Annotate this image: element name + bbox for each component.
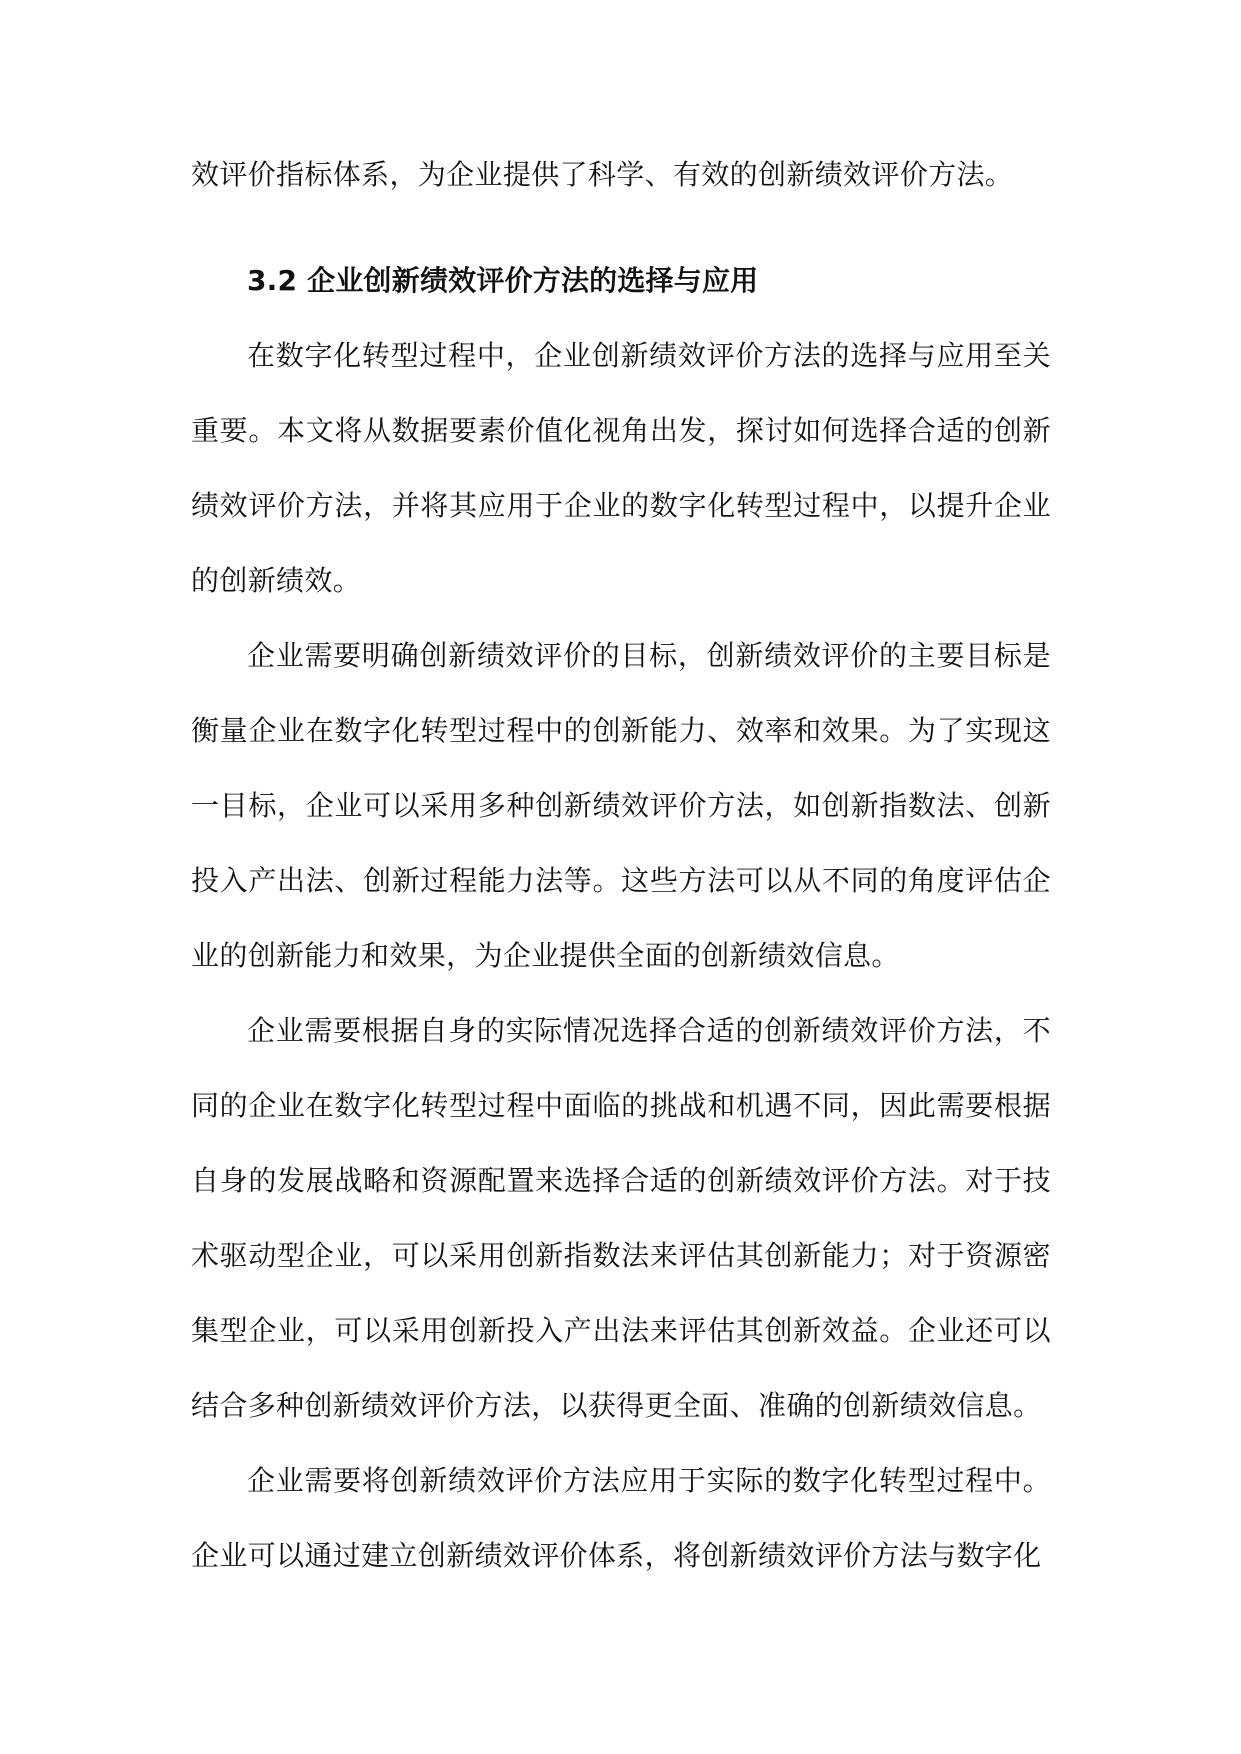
paragraph-2: 企业需要明确创新绩效评价的目标，创新绩效评价的主要目标是衡量企业在数字化转型过程中的创新能力、效率和效果。为了实现这一目标，企业可以采用多种创新绩效评价方法，如创新指数法、创新投入产出法、创新过程能力法等。这些方法可以从不同的角度评估企业的创新能力和效果，为企业提供全面的创新绩效信息。: [191, 639, 1051, 972]
paragraph-4: 企业需要将创新绩效评价方法应用于实际的数字化转型过程中。企业可以通过建立创新绩效评价体系，将创新绩效评价方法与数字化: [191, 1464, 1051, 1572]
section-heading: 3.2 企业创新绩效评价方法的选择与应用: [247, 264, 759, 297]
section-body: [191, 318, 1051, 1593]
paragraph-1: 在数字化转型过程中，企业创新绩效评价方法的选择与应用至关重要。本文将从数据要素价值化视角出发，探讨如何选择合适的创新绩效评价方法，并将其应用于企业的数字化转型过程中，以提升企业的创新绩效。: [191, 339, 1051, 597]
continued-paragraph: 效评价指标体系，为企业提供了科学、有效的创新绩效评价方法。: [191, 158, 1014, 191]
paragraph-3: 企业需要根据自身的实际情况选择合适的创新绩效评价方法，不同的企业在数字化转型过程中面临的挑战和机遇不同，因此需要根据自身的发展战略和资源配置来选择合适的创新绩效评价方法。对于技术驱动型企业，可以采用创新指数法来评估其创新能力；对于资源密集型企业，可以采用创新投入产出法来评估其创新效益。企业还可以结合多种创新绩效评价方法，以获得更全面、准确的创新绩效信息。: [191, 1014, 1051, 1422]
